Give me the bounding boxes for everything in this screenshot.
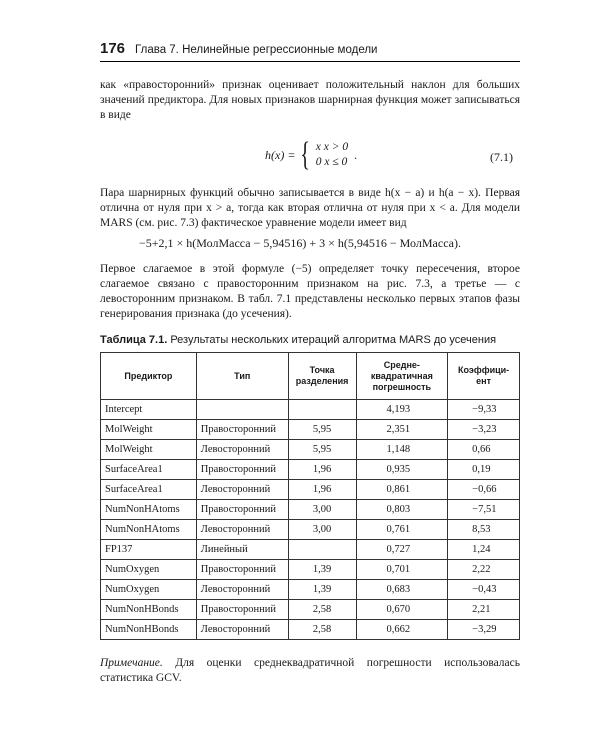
- table-cell: 0,701: [356, 560, 448, 580]
- header-rmse: Средне-квадратичная погрешность: [356, 353, 448, 400]
- table-cell: Intercept: [101, 400, 197, 420]
- table-cell: NumNonHAtoms: [101, 500, 197, 520]
- table-cell: NumNonHAtoms: [101, 520, 197, 540]
- table-row: [101, 520, 520, 540]
- header-predictor: Предиктор: [101, 353, 197, 400]
- table-cell: 0,683: [356, 580, 448, 600]
- formula-model: −5+2,1 × h(МолМасса − 5,94516) + 3 × h(5,94516 − МолМасса).: [138, 236, 461, 250]
- table-cell: 0,727: [356, 540, 448, 560]
- table-cell: Левосторонний: [196, 620, 288, 640]
- table-cell: 0,803: [356, 500, 448, 520]
- table-cell: Правосторонний: [196, 560, 288, 580]
- table-cell: 1,24: [448, 540, 520, 560]
- table-cell: −0,66: [448, 480, 520, 500]
- table-cell: 0,670: [356, 600, 448, 620]
- table-cell: 1,39: [288, 580, 356, 600]
- table-cell: MolWeight: [101, 440, 197, 460]
- header-type: Тип: [196, 353, 288, 400]
- table-cell: −0,43: [448, 580, 520, 600]
- table-row: [101, 620, 520, 640]
- table-row: [101, 460, 520, 480]
- left-brace: {: [300, 136, 311, 173]
- table-body: [101, 400, 520, 640]
- table-cell: [288, 400, 356, 420]
- table-row: [101, 540, 520, 560]
- table-row: [101, 600, 520, 620]
- table-cell: −7,51: [448, 500, 520, 520]
- table-cell: −3,23: [448, 420, 520, 440]
- table-cell: Правосторонний: [196, 600, 288, 620]
- table-cell: 1,96: [288, 460, 356, 480]
- table-row: [101, 400, 520, 420]
- table-cell: NumNonHBonds: [101, 600, 197, 620]
- table-cell: 0,761: [356, 520, 448, 540]
- table-row: [101, 420, 520, 440]
- formula-lhs: h(x) =: [265, 147, 296, 162]
- table-cell: 5,95: [288, 420, 356, 440]
- table-cell: 2,22: [448, 560, 520, 580]
- table-cell: Правосторонний: [196, 420, 288, 440]
- paragraph-2: Пара шарнирных функций обычно записывается в виде h(x − a) и h(a − x). Первая отлична от нуля при x > a, тогда как вторая отлична от нуля при x < a. Для модели MARS (см. рис. 7.3) фактическое уравнение модели имеет вид: [100, 187, 520, 229]
- table-row: [101, 560, 520, 580]
- table-cell: 5,95: [288, 440, 356, 460]
- table-cell: 0,19: [448, 460, 520, 480]
- table-row: [101, 440, 520, 460]
- table-cell: NumOxygen: [101, 560, 197, 580]
- table-cell: Левосторонний: [196, 480, 288, 500]
- running-head: Глава 7. Нелинейные регрессионные модели: [135, 44, 378, 56]
- table-cell: Линейный: [196, 540, 288, 560]
- formula-dot: .: [354, 147, 358, 162]
- table-caption-label: Таблица 7.1.: [100, 334, 168, 346]
- table-cell: Левосторонний: [196, 520, 288, 540]
- table-cell: Правосторонний: [196, 460, 288, 480]
- page-header: [100, 40, 520, 62]
- paragraph-3: Первое слагаемое в этой формуле (−5) определяет точку пересечения, второе слагаемое связано с правосторонним признаком на рис. 7.3, а третье — с левосторонним признаком. В табл. 7.1 представлены несколько первых этапов фазы генерирования признака (до усечения).: [100, 263, 520, 320]
- formula-7-1: [265, 136, 358, 173]
- page-number: 176: [100, 40, 126, 57]
- table-cell: 2,351: [356, 420, 448, 440]
- equation-number: (7.1): [490, 150, 513, 164]
- table-cell: Левосторонний: [196, 440, 288, 460]
- table-cell: 1,96: [288, 480, 356, 500]
- table-cell: NumNonHBonds: [101, 620, 197, 640]
- header-split-point: Точка разделения: [288, 353, 356, 400]
- table-cell: MolWeight: [101, 420, 197, 440]
- formula-case-2: 0 x ≤ 0: [315, 156, 348, 168]
- table-cell: SurfaceArea1: [101, 460, 197, 480]
- paragraph-1: как «правосторонний» признак оценивает положительный наклон для больших значений предиктора. Для новых признаков шарнирная функция может записываться в виде: [100, 79, 520, 121]
- table-cell: SurfaceArea1: [101, 480, 197, 500]
- table-cell: Правосторонний: [196, 500, 288, 520]
- table-header-row: [101, 353, 520, 400]
- note-label: Примечание.: [100, 657, 163, 669]
- table-cell: 0,935: [356, 460, 448, 480]
- table-cell: 2,58: [288, 600, 356, 620]
- table-cell: −3,29: [448, 620, 520, 640]
- results-table: [100, 352, 520, 640]
- table-cell: 0,66: [448, 440, 520, 460]
- note-text: Для оценки среднеквадратичной погрешности использовалась статистика GCV.: [100, 657, 520, 684]
- table-cell: 8,53: [448, 520, 520, 540]
- table-cell: 1,148: [356, 440, 448, 460]
- table-cell: 0,662: [356, 620, 448, 640]
- table-caption: [100, 334, 520, 346]
- table-cell: 0,861: [356, 480, 448, 500]
- table-cell: FP137: [101, 540, 197, 560]
- table-row: [101, 480, 520, 500]
- table-note: [100, 656, 520, 686]
- table-cell: [288, 540, 356, 560]
- table-row: [101, 500, 520, 520]
- table-cell: Левосторонний: [196, 580, 288, 600]
- formula-case-1: x x > 0: [315, 141, 349, 153]
- table-cell: NumOxygen: [101, 580, 197, 600]
- table-cell: −9,33: [448, 400, 520, 420]
- table-cell: 3,00: [288, 520, 356, 540]
- table-cell: 3,00: [288, 500, 356, 520]
- header-coefficient: Коэффици-ент: [448, 353, 520, 400]
- table-cell: [196, 400, 288, 420]
- table-cell: 4,193: [356, 400, 448, 420]
- table-cell: 2,21: [448, 600, 520, 620]
- formula-cases: [316, 140, 348, 170]
- table-row: [101, 580, 520, 600]
- table-caption-text: Результаты нескольких итераций алгоритма MARS до усечения: [167, 334, 497, 346]
- table-cell: 1,39: [288, 560, 356, 580]
- table-cell: 2,58: [288, 620, 356, 640]
